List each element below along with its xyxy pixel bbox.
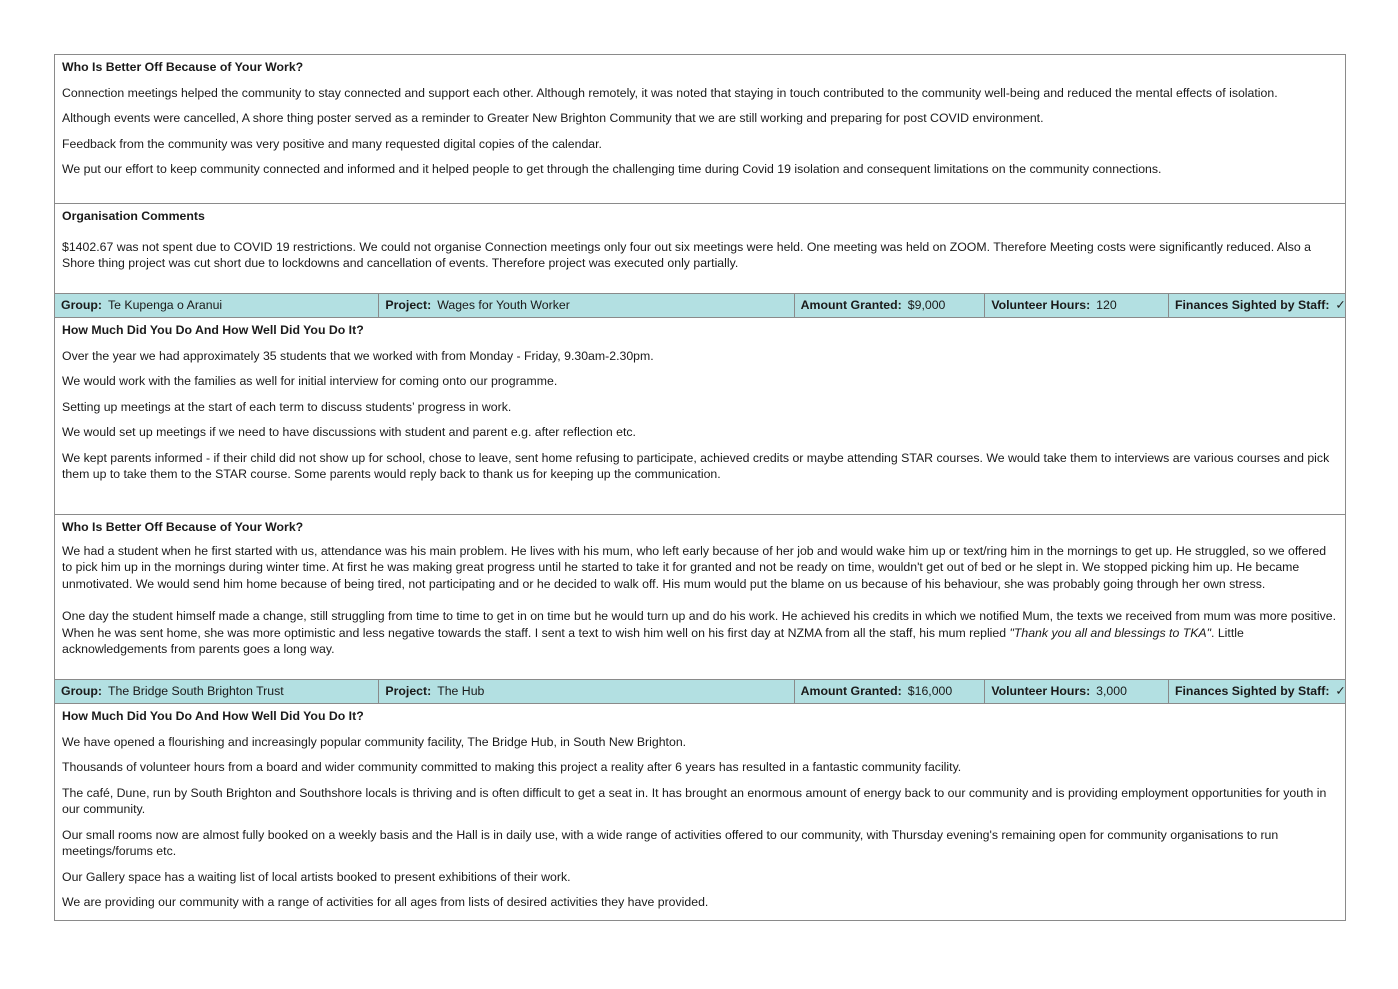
group-label: Group: xyxy=(61,298,102,313)
paragraph: We kept parents informed - if their child did not show up for school, chose to leave, sent home refusing to participate, achieved credits or maybe attending STAR courses. We would take them to interviews are various courses and pick them up to take them to the STAR course. Some parents would reply back to thank us for keeping up the communication. xyxy=(62,450,1330,481)
group-value: The Bridge South Brighton Trust xyxy=(107,684,284,699)
paragraph: Feedback from the community was very positive and many requested digital copies of the calendar. xyxy=(62,136,602,151)
group-cell xyxy=(55,294,379,317)
hours-value: 120 xyxy=(1096,298,1117,313)
project-value: The Hub xyxy=(437,684,485,699)
hours-label: Volunteer Hours: xyxy=(991,684,1091,699)
section-heading: How Much Did You Do And How Well Did You Do It? xyxy=(62,709,364,723)
paragraph xyxy=(62,608,1338,658)
paragraph: We would work with the families as well for initial interview for coming onto our programme. xyxy=(62,374,558,388)
paragraph: We have opened a flourishing and increasingly popular community facility, The Bridge Hub, in South New Brighton. xyxy=(62,734,687,749)
project-cell xyxy=(379,294,794,317)
project-value: Wages for Youth Worker xyxy=(437,298,570,313)
group-cell xyxy=(55,680,379,703)
section-heading: How Much Did You Do And How Well Did You Do It? xyxy=(62,323,364,337)
paragraph: $1402.67 was not spent due to COVID 19 restrictions. We could not organise Connection meetings only four out six meetings were held. One meeting was held on ZOOM. Therefore Meeting costs were significantly reduced. Also a Shore thing project was cut short due to lockdowns and cancellation of events. Therefore project was executed only partially. xyxy=(62,239,1312,270)
paragraph: The café, Dune, run by South Brighton and Southshore locals is thriving and is often difficult to get a seat in. It has brought an enormous amount of energy back to our community and is providing employment opportunities for youth in our community. xyxy=(62,785,1327,816)
amount-value: $16,000 xyxy=(907,684,953,699)
paragraph: Our small rooms now are almost fully booked on a weekly basis and the Hall is in daily use, with a wide range of activities offered to our community, with Thursday evening's remaining open for community organisations to run meetings/forums etc. xyxy=(62,827,1279,858)
activities-section xyxy=(55,318,1345,515)
checkmark-icon: ✓ xyxy=(1335,298,1346,313)
hours-label: Volunteer Hours: xyxy=(991,298,1091,313)
paragraph-text: . Little acknowledgements from parents goes a long way. xyxy=(62,625,1244,656)
grant-header-row xyxy=(55,294,1345,318)
amount-label: Amount Granted: xyxy=(800,684,902,699)
report-table xyxy=(54,54,1346,921)
amount-value: $9,000 xyxy=(907,298,946,313)
finances-label: Finances Sighted by Staff: xyxy=(1175,684,1330,699)
paragraph: Connection meetings helped the community to stay connected and support each other. Although remotely, it was noted that staying in touch contributed to the community well-being and reduced the mental effects of isolation. xyxy=(62,85,1278,100)
paragraph: Setting up meetings at the start of each term to discuss students’ progress in work. xyxy=(62,399,512,414)
amount-cell xyxy=(795,294,986,317)
organisation-comments-section xyxy=(55,204,1345,294)
activities-section xyxy=(55,704,1345,920)
paragraph: We put our effort to keep community connected and informed and it helped people to get through the challenging time during Covid 19 isolation and consequent limitations on the community connections. xyxy=(62,162,1162,176)
paragraph: We had a student when he first started with us, attendance was his main problem. He lives with his mum, who left early because of her job and would wake him up or text/ring him in the mornings to get up. He struggled, so we offered to pick him up in the mornings during winter time. At first he was making great progress until he started to take it for granted and not be ready on time, wouldn't get out of bed or he slept in. We stopped picking him up. He became unmotivated. We would send him home because of being tired, not participating and or he decided to walk off. His mum would put the blame on us because of his behaviour, she was probably going through her own stress. xyxy=(62,543,1327,591)
hours-value: 3,000 xyxy=(1096,684,1127,699)
group-value: Te Kupenga o Aranui xyxy=(107,298,223,313)
section-heading: Organisation Comments xyxy=(62,209,205,223)
hours-cell xyxy=(985,680,1169,703)
finances-cell xyxy=(1169,680,1345,703)
amount-label: Amount Granted: xyxy=(800,298,902,313)
finances-cell xyxy=(1169,294,1345,317)
amount-cell xyxy=(795,680,986,703)
paragraph: Our Gallery space has a waiting list of local artists booked to present exhibitions of their work. xyxy=(62,869,571,884)
outcomes-section xyxy=(55,515,1345,680)
section-heading: Who Is Better Off Because of Your Work? xyxy=(62,60,304,74)
project-cell xyxy=(379,680,794,703)
project-label: Project: xyxy=(385,298,432,313)
paragraph: We are providing our community with a range of activities for all ages from lists of desired activities they have provided. xyxy=(62,895,709,909)
checkmark-icon: ✓ xyxy=(1335,684,1346,699)
paragraph-text: One day the student himself made a change, still struggling from time to time to get in on time but he would turn up and do his work. He achieved his credits in which we notified Mum, the texts we received from mum was more positive. When he was sent home, she was more optimistic and less negative towards the staff. I sent a text to wish him well on his first day at NZMA from all the staff, his mum replied xyxy=(62,609,1337,640)
hours-cell xyxy=(985,294,1169,317)
paragraph: We would set up meetings if we need to have discussions with student and parent e.g. after reflection etc. xyxy=(62,425,636,439)
group-label: Group: xyxy=(61,684,102,699)
quote-text: "Thank you all and blessings to TKA" xyxy=(1009,625,1211,640)
grant-header-row xyxy=(55,680,1345,704)
paragraph: Although events were cancelled, A shore thing poster served as a reminder to Greater New Brighton Community that we are still working and preparing for post COVID environment. xyxy=(62,111,1044,125)
project-label: Project: xyxy=(385,684,432,699)
paragraph: Thousands of volunteer hours from a board and wider community committed to making this project a reality after 6 years has resulted in a fantastic community facility. xyxy=(62,760,962,774)
section-heading: Who Is Better Off Because of Your Work? xyxy=(62,520,304,534)
outcomes-section xyxy=(55,55,1345,204)
paragraph: Over the year we had approximately 35 students that we worked with from Monday - Friday, 9.30am-2.30pm. xyxy=(62,348,654,363)
finances-label: Finances Sighted by Staff: xyxy=(1175,298,1330,313)
